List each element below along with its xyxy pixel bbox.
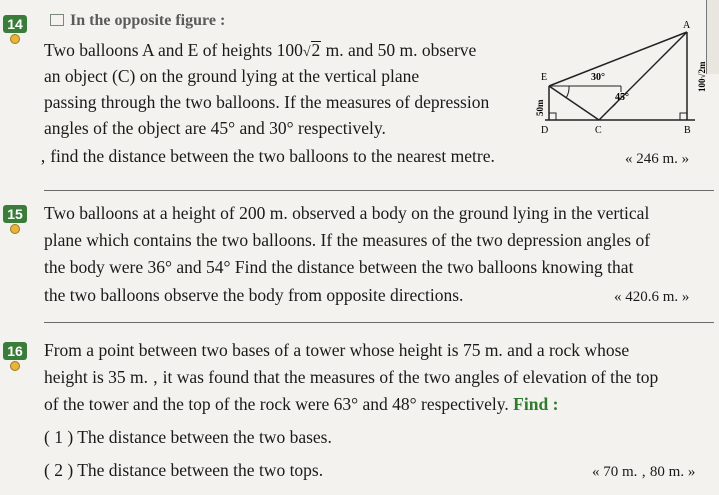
label-e: E (541, 72, 548, 83)
label-a: A (683, 20, 691, 31)
pin-icon (10, 34, 20, 44)
label-height-a: 100√2m (697, 61, 707, 92)
find-label: Find : (513, 394, 559, 414)
pin-icon (10, 361, 20, 371)
problem-number-badge: 15 (3, 205, 27, 223)
label-d: D (541, 125, 549, 136)
problem-line: the body were 36° and 54° Find the distance between the two balloons knowing that (44, 257, 634, 277)
problem-line: Two balloons A and E of heights 100√2 m. and 50 m. observe (44, 40, 477, 60)
problem-line: ‚ find the distance between the two balloons to the nearest metre. (40, 146, 495, 166)
label-c: C (595, 125, 602, 136)
problem-line: From a point between two bases of a tower whose height is 75 m. and a rock whose (44, 340, 630, 360)
problem-line: plane which contains the two balloons. If the measures of the two depression angles of (44, 230, 651, 250)
problem-line: ( 1 ) The distance between the two bases. (44, 427, 332, 447)
answer-text: « 420.6 m. » (614, 289, 690, 305)
right-angle-d (549, 113, 556, 120)
problem-number-badge: 16 (3, 342, 27, 360)
problem-line: ( 2 ) The distance between the two tops. (44, 460, 324, 480)
problem-line: height is 35 m. ‚ it was found that the measures of the two angles of elevation of the top (44, 367, 659, 387)
separator (44, 190, 714, 191)
angle-arc-30 (566, 86, 569, 98)
problem-line: an object (C) on the ground lying at the vertical plane (44, 66, 420, 86)
label-angle-30: 30° (591, 72, 605, 83)
label-angle-45: 45° (615, 92, 629, 103)
problem-number-badge: 14 (3, 15, 27, 33)
answer-text: « 246 m. » (625, 151, 690, 167)
separator (44, 322, 714, 323)
right-angle-b (680, 113, 687, 120)
problem-line: passing through the two balloons. If the measures of depression (44, 92, 490, 112)
line-ea (549, 32, 687, 86)
pin-icon (10, 224, 20, 234)
balloons-figure (525, 18, 715, 148)
label-height-e: 50m (535, 99, 545, 116)
answer-text: « 70 m. ‚ 80 m. » (592, 464, 696, 480)
problem-line: of the tower and the top of the rock were 63° and 48° respectively. Find : (44, 394, 559, 414)
problem-heading: In the opposite figure : (50, 10, 225, 32)
problem-line: Two balloons at a height of 200 m. observed a body on the ground lying in the vertical (44, 203, 650, 223)
radicand: 2 (311, 40, 321, 60)
problem-line: the two balloons observe the body from opposite directions. (44, 285, 464, 305)
checkbox-icon[interactable] (50, 14, 64, 26)
problem-line: angles of the object are 45° and 30° respectively. (44, 118, 386, 138)
label-b: B (684, 125, 691, 136)
